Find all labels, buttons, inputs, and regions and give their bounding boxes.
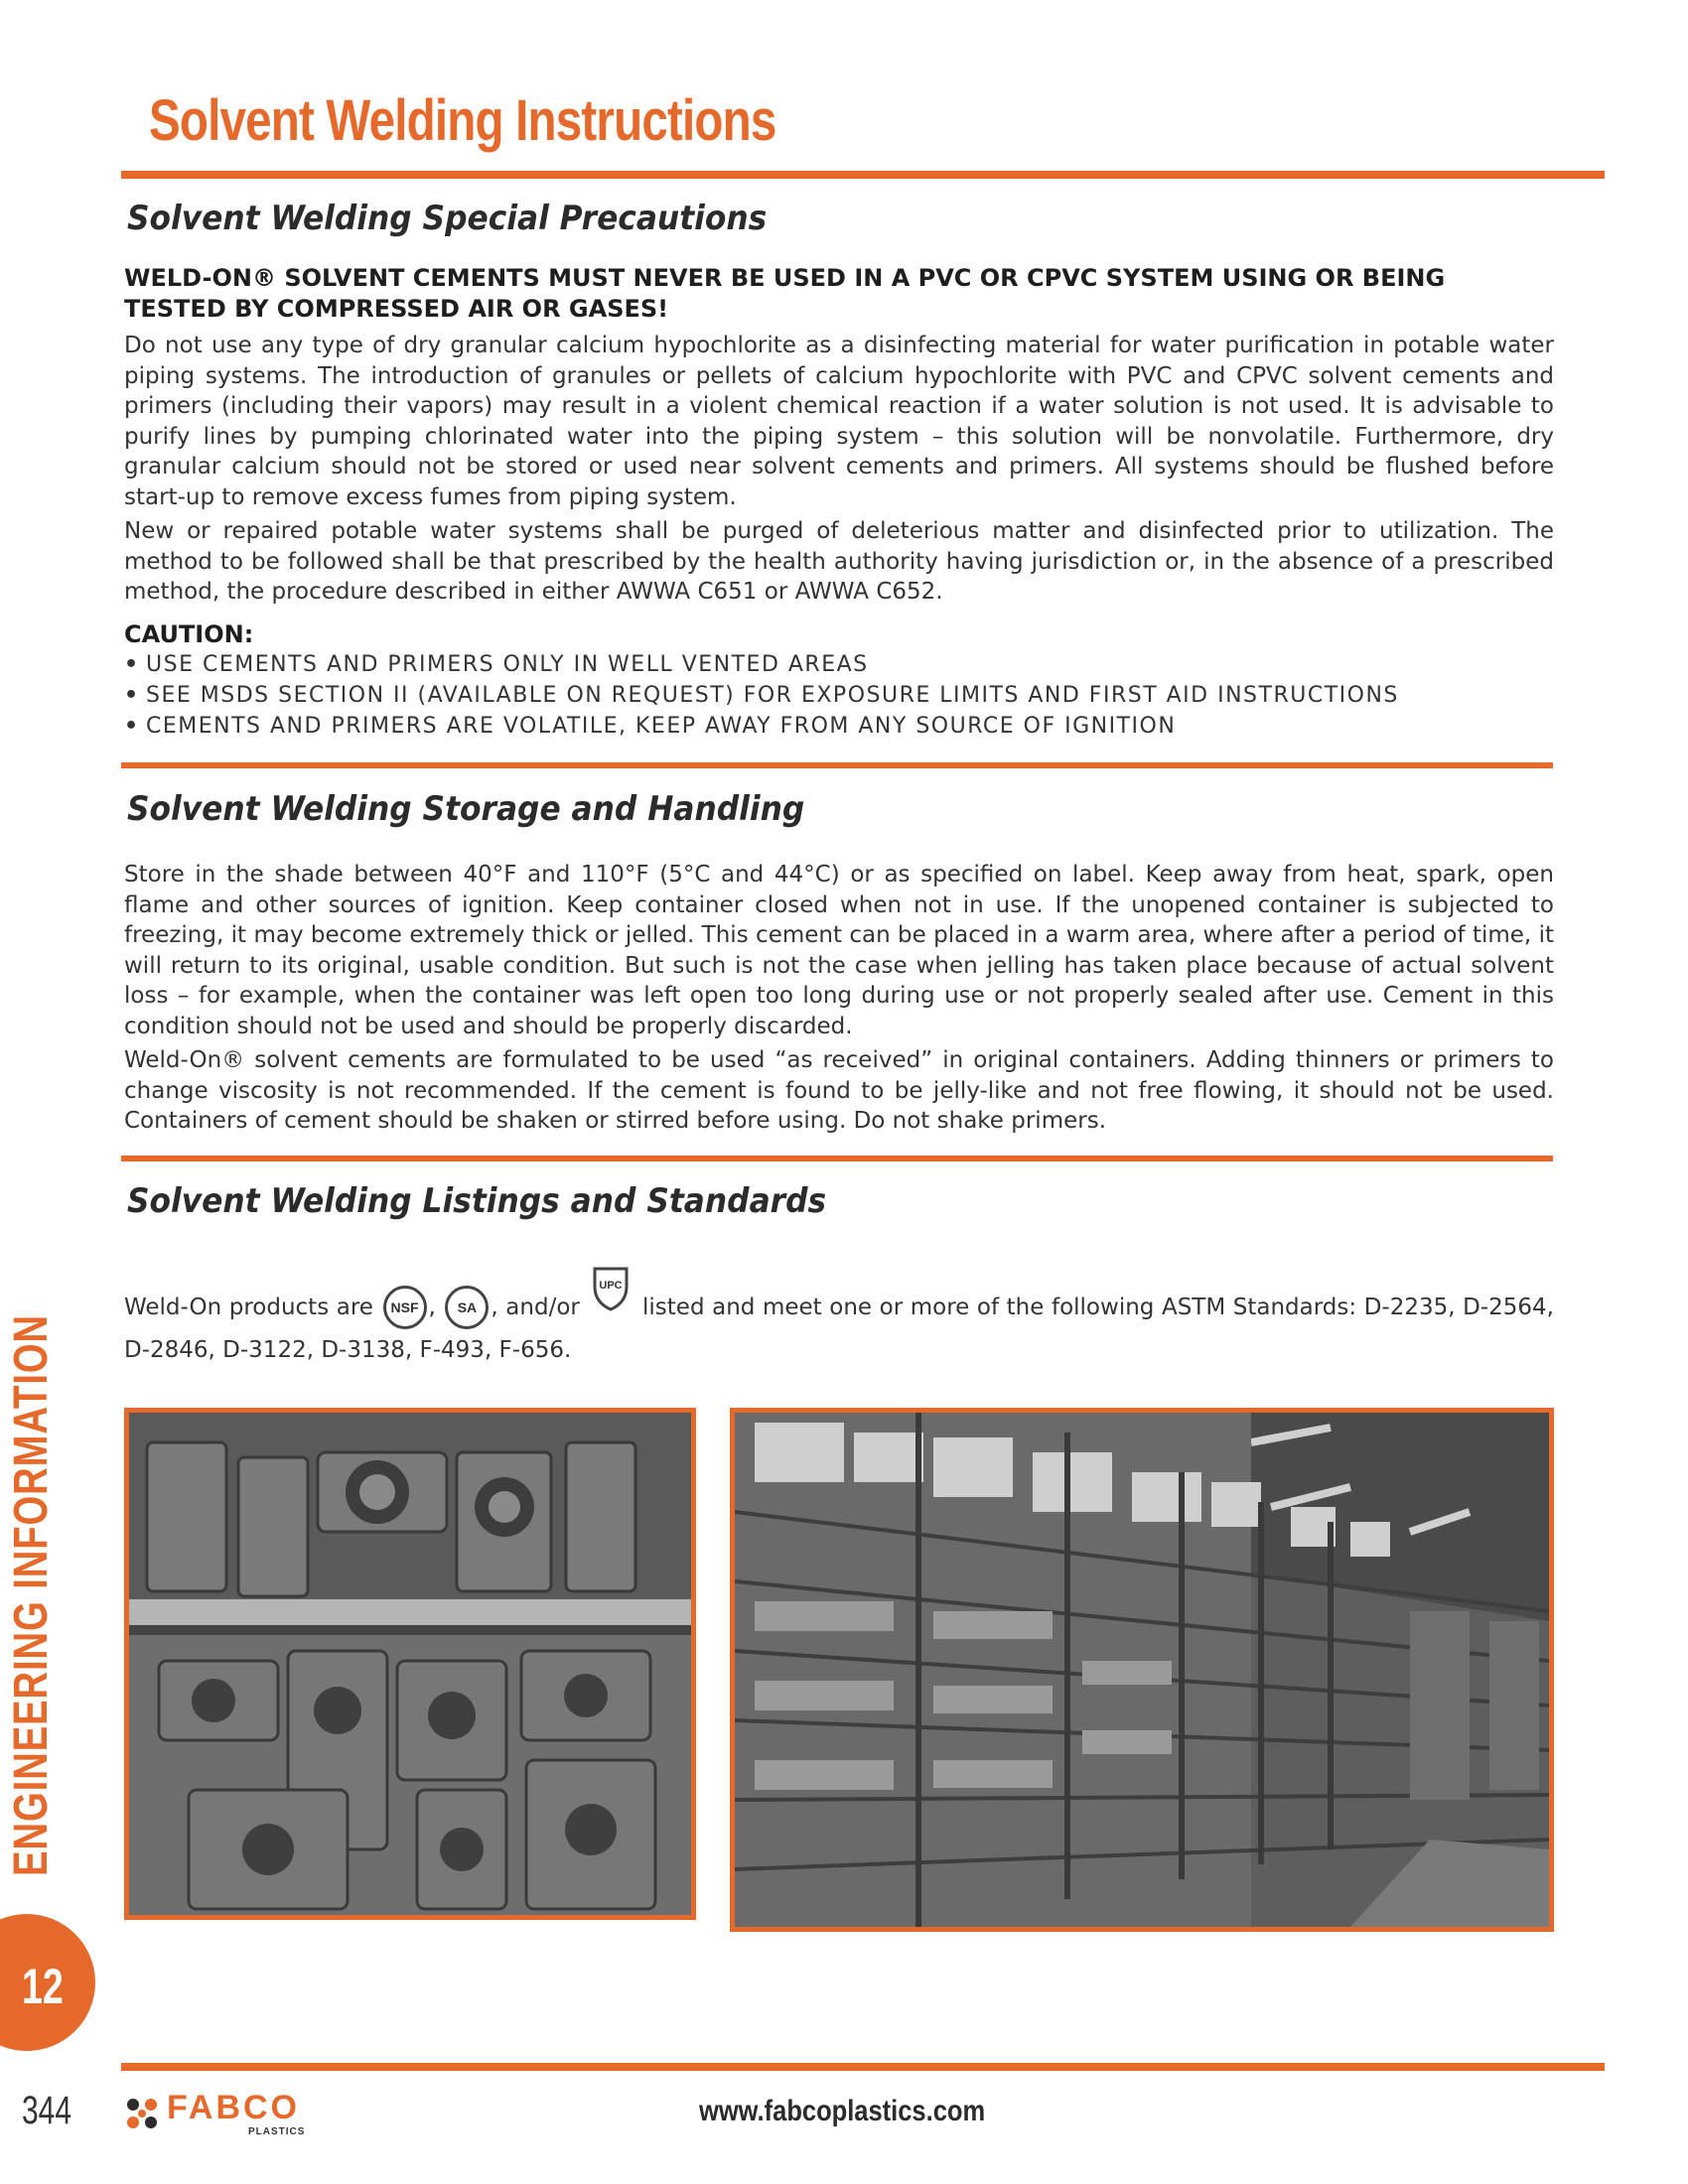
page-title: Solvent Welding Instructions (149, 88, 776, 153)
fabco-logo-icon (123, 2095, 163, 2134)
title-rule (121, 171, 1605, 179)
precautions-body (124, 263, 1554, 742)
brand-subtitle: PLASTICS (248, 2126, 306, 2137)
precautions-paragraph-2: New or repaired potable water systems shall be purged of deleterious matter and disinfected prior to utilization. The method to be followed shall be that prescribed by the health authority having jurisdiction or, in the absence of a prescribed method, the procedure described in either AWWA C651 or AWWA C652. (124, 518, 1554, 605)
listings-body (124, 1271, 1554, 1370)
brand-name: FABCO (167, 2089, 300, 2126)
footer-rule (121, 2063, 1605, 2071)
storage-body (124, 860, 1554, 1141)
precautions-heading: Solvent Welding Special Precautions (127, 199, 768, 238)
caution-list (124, 649, 1554, 742)
storage-paragraph-1: Store in the shade between 40°F and 110°F (5°C and 44°C) or as specified on label. Keep away from heat, spark, open flame and other sources of ignition. Keep container closed when not in use. If the unopened container is subjected to freezing, it may become extremely thick or jelled. This cement can be placed in a warm area, where after a period of time, it will return to its original, usable condition. But such is not the case when jelling has taken place because of actual solvent loss – for example, when the container was left open too long during use or not properly sealed after use. Cement in this condition should not be used and should be properly discarded. (124, 862, 1554, 1039)
caution-title: CAUTION: (124, 619, 254, 648)
csa-logo-icon: SA (445, 1286, 489, 1329)
upc-shield-icon (589, 1265, 633, 1312)
chapter-number: 12 (22, 1959, 64, 2014)
caution-item: • USE CEMENTS AND PRIMERS ONLY IN WELL VENTED AREAS (124, 649, 1554, 680)
storage-paragraph-2: Weld-On® solvent cements are formulated to be used “as received” in original containers. Adding thinners or primers to change viscosity is not recommended. If the cement is found to be jelly-like and not free flowing, it should not be used. Containers of cement should be shaken or stirred before using. Do not shake primers. (124, 1047, 1554, 1134)
caution-item: • CEMENTS AND PRIMERS ARE VOLATILE, KEEP AWAY FROM ANY SOURCE OF IGNITION (124, 711, 1554, 742)
caution-item: • SEE MSDS SECTION II (AVAILABLE ON REQUEST) FOR EXPOSURE LIMITS AND FIRST AID INSTRUCTIONS (124, 680, 1554, 711)
page-number: 344 (22, 2089, 72, 2132)
nsf-logo-icon: NSF (383, 1286, 427, 1329)
section-divider (121, 1156, 1553, 1161)
precautions-warning: WELD-ON® SOLVENT CEMENTS MUST NEVER BE USED IN A PVC OR CPVC SYSTEM USING OR BEING TESTED BY COMPRESSED AIR OR GASES! (124, 264, 1446, 323)
bullet-icon: • (124, 652, 139, 677)
sidebar-section-label: ENGINEERING INFORMATION (5, 1314, 58, 1876)
pipe-fittings-photo (124, 1408, 696, 1920)
bullet-icon: • (124, 714, 139, 739)
listings-paragraph: Weld-On products are NSF , SA , and/or UPC listed and meet one or more of the following ASTM Standards: D-2235, D-2564, D-2846, D-3122, D-3138, F-493, F-656. (124, 1271, 1554, 1366)
precautions-paragraph-1: Do not use any type of dry granular calcium hypochlorite as a disinfecting material for water purification in potable water piping systems. The introduction of granules or pellets of calcium hypochlorite with PVC and CPVC solvent cements and primers (including their vapors) may result in a violent chemical reaction if a water solution is not used. It is advisable to purify lines by pumping chlorinated water into the piping system – this solution will be nonvolatile. Furthermore, dry granular calcium should not be stored or used near solvent cements and primers. All systems should be flushed before start-up to remove excess fumes from piping system. (124, 333, 1554, 510)
section-divider (121, 762, 1553, 768)
website-link[interactable]: www.fabcoplastics.com (699, 2095, 986, 2127)
listings-heading: Solvent Welding Listings and Standards (127, 1181, 827, 1221)
brand-logo (123, 2089, 322, 2148)
svg-text:UPC: UPC (599, 1280, 624, 1292)
warehouse-shelves-photo (730, 1408, 1554, 1932)
storage-heading: Solvent Welding Storage and Handling (127, 789, 805, 829)
bullet-icon: • (124, 683, 139, 708)
